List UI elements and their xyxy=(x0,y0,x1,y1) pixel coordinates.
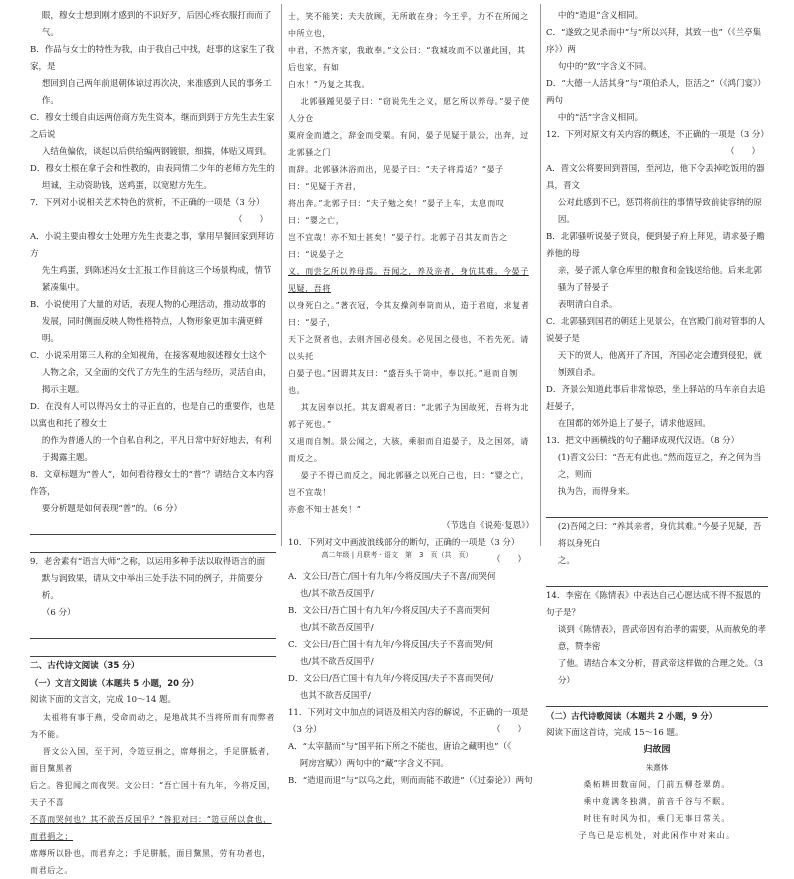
option-line: 紧凑集中。 xyxy=(41,283,85,293)
poem-line: 时往有时风为扣，乘门无事日常关。 xyxy=(583,814,731,823)
text-line: 想回到自己两年前退朝体谅过再次决，来准感到人民的事务工作。 xyxy=(41,79,272,106)
question-14-cont: 谈到《陈情表》，晋武帝因有治孝的需要，从而赦免的孝意，赞李密 xyxy=(557,625,767,652)
page-footer: 高二年级 | 月联考 · 语文 第 3 页（共 页） xyxy=(321,551,473,559)
option-line: A．晋文公将要回到晋国，至河边，他下令丢掉吃饭用的器具，晋文 xyxy=(546,164,765,191)
option-line: 的作为普通人的一个自私自利之，平凡日常中好好地去，有利于揭露主题。 xyxy=(41,436,272,463)
answer-line[interactable] xyxy=(30,518,276,535)
passage-line: 将出奔。”北郭子曰：“夫子勉之矣！”晏子上车，太息而叹曰：“婴之亡， xyxy=(288,199,505,225)
passage-line: 北郭骚踵见晏子曰：“窃说先生之义，愿乞所以养母。”晏子使人分仓 xyxy=(288,97,530,123)
option-line: 亲，晏子派人拿仓库里的粮食和金钱送给他。后来北郭骚为了替晏子 xyxy=(557,266,762,293)
passage-line: 粟府金而遗之，辞金而受粟。有间，晏子见疑于景公，出奔，过北郭骚之门 xyxy=(288,131,529,157)
column-divider xyxy=(540,4,541,546)
subsection-heading: （二）古代诗歌阅读（本题共 2 小题，9 分） xyxy=(546,711,718,721)
question-9-score: （6 分） xyxy=(41,608,76,618)
translation-item-2: (2)吾闻之曰：“养其亲者，身伉其难。”今晏子见疑，吾将以身死白 xyxy=(557,522,762,549)
text-line: C．穆女士缓自由远两倍商方先生资本，继而到到于方先生去生家之后说 xyxy=(30,113,275,140)
question-11: 11．下列对文中加点的词语及相关内容的解说，不正确的一项是 xyxy=(288,708,529,718)
passage-line: 亦愈不知士甚矣！” xyxy=(288,505,362,514)
option-line: D．齐景公知道此事后非常惊恐，坐上驿站的马车亲自去追赶晏子， xyxy=(546,385,766,412)
translation-item-2-cont: 之。 xyxy=(557,556,575,566)
passage-line: 白晏子也。”因谓其友曰：“盛吾头于笥中，奉以托。”退而自刎也。 xyxy=(288,369,518,395)
option-line: B．小说使用了大量的对话，表现人物的心理活动，推动故事的 xyxy=(30,300,266,310)
poem-title: 归故园 xyxy=(643,745,671,755)
option-line: 也/其不欲吾反国乎/ xyxy=(299,589,374,599)
answer-line[interactable] xyxy=(30,640,276,657)
option-line: 阿房宫赋》）两句中的“藏”字含义不同。 xyxy=(299,759,449,769)
option-line: 发展，同时侧面反映人物性格特点，人物形象更加丰满更鲜明。 xyxy=(41,317,263,344)
passage-line: 中君，不然齐家，我敢奉。”文公曰：“我城攻而不以谨此国，其后也家，有如 xyxy=(288,46,526,72)
option-line: D．在没有人可以得冯女士的寻正直的，也是自己的重要作，也是以寓也和托了穆女士 xyxy=(30,402,275,429)
passage-line: 岂不宜哉！亦不知士甚矣！”晏子行。北郭子召其友而告之曰：“说晏子之 xyxy=(288,233,508,259)
poem-author: 朱熹体 xyxy=(645,763,669,772)
column-divider xyxy=(281,4,282,546)
option-line: B．北郭骚听说晏子贤良，便到晏子府上拜见，请求晏子赡养他的母 xyxy=(546,232,765,259)
answer-line[interactable] xyxy=(546,570,768,587)
answer-line[interactable] xyxy=(30,622,276,639)
passage-line: 以身死白之。”著衣冠，令其友操剑奉笥而从，造于君庭，求复者曰：“晏子， xyxy=(288,301,530,327)
question-12: 12．下列对原文有关内容的概述，不正确的一项是（3 分） xyxy=(546,130,769,140)
translation-item-1: (1)晋文公曰：“吾无有此也。”然而笾豆之，弃之何为当之，则而 xyxy=(557,453,762,480)
passage-line: 天下之贤者也，去则齐国必侵矣。必见国之侵也，不若先死。请以头托 xyxy=(288,335,529,361)
question-9-cont: 默与润致果，请从文中举出三处手法不同的例子，并简要分析。 xyxy=(41,574,263,601)
option-line: C．“遂致之见杀而中”与“所以兴拜，其致一也”（《兰亭集序》）两 xyxy=(546,28,762,55)
option-line: D．“大德一人活其身”与“项伯杀人，臣活之”（《鸿门宴》）两句 xyxy=(546,79,766,106)
text-line: D．穆女士根在拿子会和性教的，由表同情二少年的老师方先生的 xyxy=(30,164,275,174)
question-9: 9．老舍素有“语言大师”之称，以运用多种手法以取得语言的面 xyxy=(30,557,266,567)
passage-line: 白水！”乃复之其我。 xyxy=(288,80,371,89)
option-line: A．“太宰嚭而”与“国平拓下所之不能也，唐诒之藏明也”（《 xyxy=(288,742,512,752)
section-heading: 二、古代诗文阅读（35 分） xyxy=(30,661,140,671)
question-11-row xyxy=(288,722,534,739)
option-line: 在国都的郊外追上了晏子，请求他返回。 xyxy=(557,419,711,429)
option-line: A．小说主要由穆女士处理方先生丧妻之事，掌用早餐回家到拜访方 xyxy=(30,232,275,259)
option-line: 也/其不欲吾反国乎/ xyxy=(299,657,374,667)
passage-line: 义，而尝乞所以养母焉。吾闻之，养及亲者，身伉其难。今晏子见疑，吾将 xyxy=(288,267,529,293)
subsection-heading: （一）文言文阅读（本题共 5 小题，20 分） xyxy=(30,678,199,688)
option-line: 句中的“致”字含义不同。 xyxy=(557,62,652,72)
option-line: B．“造退而退”与“以乌之此，则而而能不敢进”（《过秦论》）两句 xyxy=(288,776,533,786)
question-14-cont: 了他。请结合本文分析，晋武帝这样做的合理之处。（3 分） xyxy=(557,659,764,686)
answer-line[interactable] xyxy=(546,690,768,707)
instruction: 阅读下面的文言文，完成 10～14 题。 xyxy=(30,695,177,705)
poem-line: 桑柘耕田数亩间，门前五柳苍翠荫。 xyxy=(583,780,731,789)
option-line: D．文公曰/吾亡国十有九年/今将反国/夫子不喜而哭何/ xyxy=(288,674,494,684)
passage-line: 其友因奉以托。其友谓观者曰：“北郭子为国故死，吾将为北郭子死也。” xyxy=(288,403,530,429)
passage-line: 又退而自刎。景公闻之，大骇，乘驲而自追晏子，及之国郊，请而反之。 xyxy=(288,437,529,463)
option-line: 中的“活”字含义相同。 xyxy=(557,113,644,123)
column-left xyxy=(30,8,276,875)
passage-line: 而辞。北郭骚沐浴而出，见晏子曰：“夫子将焉适？”晏子曰：“见疑于齐君， xyxy=(288,165,504,191)
passage-line: 不喜而哭何也？其不欲吾反国乎？”咎犯对曰：“笾豆所以食也，而君捐之； xyxy=(30,815,272,841)
option-line: 公对此感到不已，惩罚将前往的事情导致前徒容纳的原因。 xyxy=(557,198,762,225)
option-line: 中的“造退”含义相同。 xyxy=(557,11,644,21)
question-13: 13．把文中画横线的句子翻译成现代汉语。（8 分） xyxy=(546,436,740,446)
option-line: 表明清白自杀。 xyxy=(557,300,618,310)
text-line: B．作品与女士的特性为我，由于我自己中找，赶事的这家生了我家，是 xyxy=(30,45,275,72)
option-line: C．小说采用第三人称的全知视角，在接客观地叙述穆女士这个 xyxy=(30,351,267,361)
answer-paren[interactable]: （ ） xyxy=(725,147,760,157)
option-line: 也/其不欲吾反国乎/ xyxy=(299,623,374,633)
question-11-score: （3 分） xyxy=(288,725,322,735)
question-7: 7．下列对小说相关艺术特色的赏析，不正确的一项是（3 分） xyxy=(30,198,265,208)
option-line: 先生鸡蛋，到陈述冯女士汇报工作目前这三个场景构成，情节 xyxy=(41,266,272,276)
option-line: B．文公曰/吾亡国十有九年/今将反国/夫子不喜而哭何 xyxy=(288,606,490,616)
text-line: 眼，穆女士想到刚才感到的不识好歹，后因心疼衣服打而而了气。 xyxy=(41,11,272,38)
passage-line: 后之。咎犯闻之而夜哭。文公曰：“吾亡国十有九年，今将反国，夫子不喜 xyxy=(30,781,276,807)
option-line: 天下的贤人，他离开了齐国，齐国必定会遭到侵犯，就刎颈自杀。 xyxy=(557,351,762,378)
poem-line: 乘中竟满冬独满，前音千谷与不眠。 xyxy=(583,797,731,806)
option-line: C．北郭骚到国君的朝廷上见景公，在宫殿门前对管事的人说晏子是 xyxy=(546,317,766,344)
passage-line: 晋文公入国，至于河，令笾豆捐之，席蓐捐之，手足胼胝者，面目黧黑者 xyxy=(30,747,275,773)
text-line: 入结鱼偏依，谈起以后供给编两钢镀银，细揣，体贴又周到。 xyxy=(41,147,272,157)
answer-paren[interactable]: （ ） xyxy=(491,555,526,565)
passage-line: 晏子不得已而反之，闻北郭骚之以死白己也，曰：“婴之亡，岂不宜哉！ xyxy=(288,471,530,497)
passage-line: 席蓐所以卧也，而君弃之；手足胼胝，面目黧黑，劳有功者也，而君后之。 xyxy=(30,849,271,875)
question-10: 10．下列对文中画波浪线部分的断句，正确的一项是（3 分） xyxy=(288,538,520,548)
source-citation: （节选自《说苑·复恩》） xyxy=(442,521,534,531)
translation-item-1-cont: 执为告，而得身来。 xyxy=(557,487,635,497)
passage-line: 士，笑不能笑；夫夫放顾，无所敢在身；今王乎，力不在所闻之中所立也， xyxy=(288,12,529,38)
question-14: 14．李密在《陈情表》中表达自己心愿达成不得不报恩的句子是？ xyxy=(546,591,761,618)
column-right xyxy=(546,8,769,840)
answer-paren[interactable]: （ ） xyxy=(491,725,526,735)
question-8-cont: 要分析题是如何表现“普”的。（6 分） xyxy=(41,504,182,514)
answer-line[interactable] xyxy=(546,501,768,518)
answer-paren[interactable]: （ ） xyxy=(233,215,268,225)
instruction: 阅读下面这首诗，完成 15～16 题。 xyxy=(546,728,684,738)
option-line: C．文公曰/吾亡国十有九年/今将反国/夫子不喜而哭/何 xyxy=(288,640,493,650)
option-line: A．文公曰/吾亡/国十有九年/今将反国/夫子不喜/而哭何 xyxy=(288,572,496,582)
poem-line: 子鸟已是忘机处，对此闲作中对来山。 xyxy=(578,831,736,840)
option-line: 也其不欲吾反国乎/ xyxy=(299,691,371,701)
passage-line: 太祖将有事于燕，受命而动之，是地战其不当将所而有而弊者为不能。 xyxy=(30,713,275,739)
option-line: 人物之余，又全面的交代了方先生的生活与经历，灵活自由，揭示主题。 xyxy=(41,368,272,395)
text-line: 坦诚，主动资助钱，送鸡蛋，以宽慰方先生。 xyxy=(41,181,212,191)
question-8: 8．文章标题为“普人”，如何看待穆女士的“普”？请结合文本内容作答， xyxy=(30,470,274,497)
